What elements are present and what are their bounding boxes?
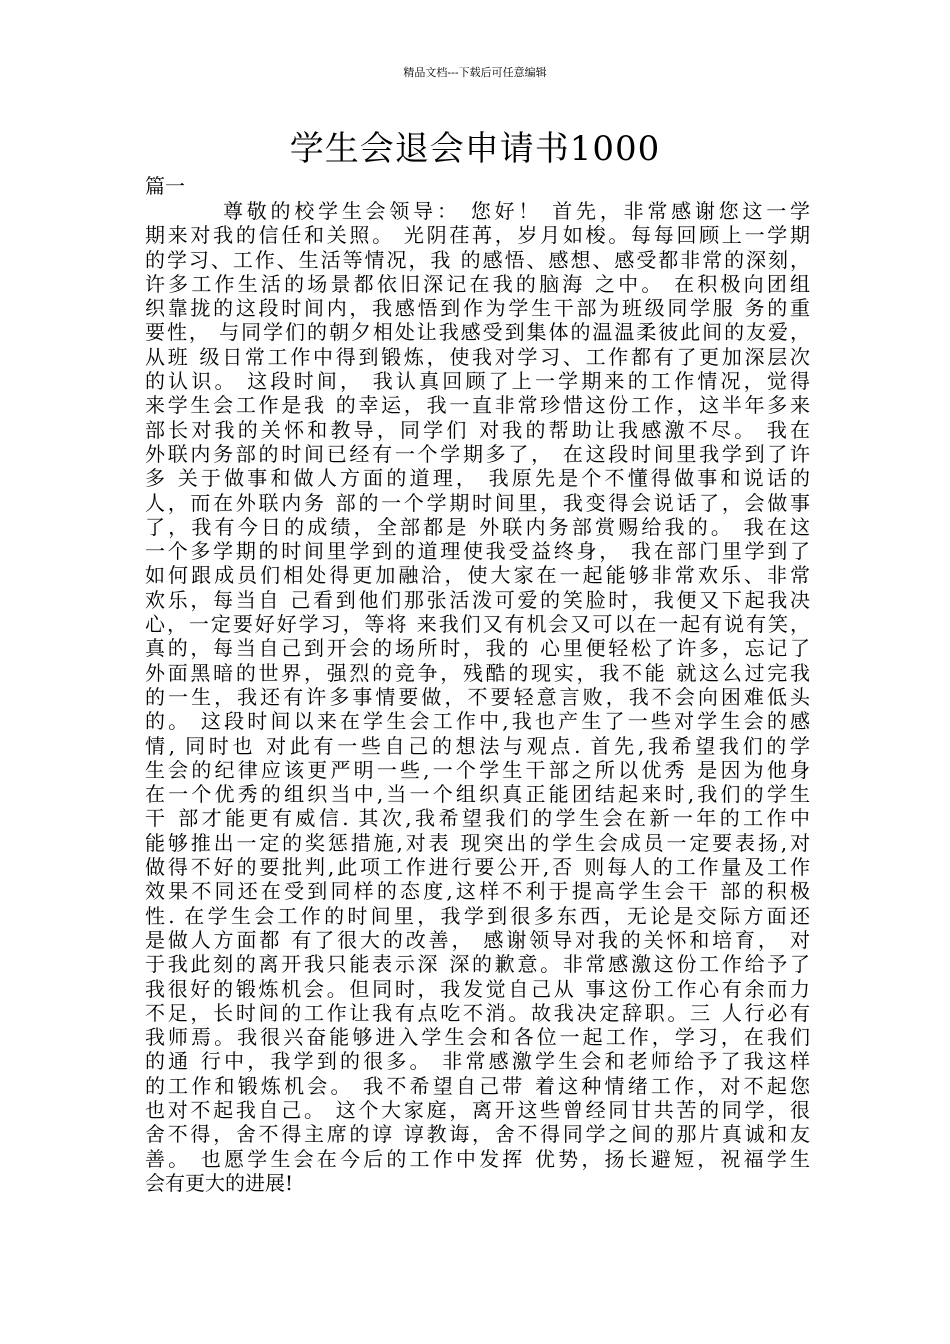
body-line: 一个多学期的时间里学到的道理使我受益终身， 我在部门里学到了 [145,539,810,564]
body-line: 也对不起我自己。 这个大家庭，离开这些曾经同甘共苦的同学，很 [145,1097,810,1122]
body-line: 外联内务部的时间已经有一个学期多了， 在这段时间里我学到了许 [145,441,810,466]
body-line: 我很好的锻炼机会。但同时，我发觉自己从 事这份工作心有余而力 [145,976,810,1001]
body-line: 舍不得，舍不得主席的谆 谆教诲，舍不得同学之间的那片真诚和友 [145,1122,810,1147]
body-line: 生会的纪律应该更严明一些,一个学生干部之所以优秀 是因为他身 [145,757,810,782]
body-line: 于我此刻的离开我只能表示深 深的歉意。非常感激这份工作给予了 [145,952,810,977]
body-line: 干 部才能更有威信. 其次,我希望我们的学生会在新一年的工作中 [145,806,810,831]
body-line: 人，而在外联内务 部的一个学期时间里，我变得会说话了，会做事 [145,490,810,515]
body-line: 织靠拢的这段时间内，我感悟到作为学生干部为班级同学服 务的重 [145,296,810,321]
body-line: 的通 行中，我学到的很多。 非常感激学生会和老师给予了我这样 [145,1049,810,1074]
section-heading: 篇一 [145,174,185,198]
body-line: 要性， 与同学们的朝夕相处让我感受到集体的温温柔彼此间的友爱， [145,320,810,345]
body-line: 是做人方面都 有了很大的改善， 感谢领导对我的关怀和培育， 对 [145,927,810,952]
body-line: 的一生，我还有许多事情要做，不要轻意言败，我不会向困难低头 [145,684,810,709]
body-line: 我师焉。我很兴奋能够进入学生会和各位一起工作，学习，在我们 [145,1025,810,1050]
document-title: 学生会退会申请书1000 [289,129,661,169]
body-line: 会有更大的进展! [145,1170,294,1195]
body-line: 不足，长时间的工作让我有点吃不消。故我决定辞职。三 人行必有 [145,1000,810,1025]
body-line: 许多工作生活的场景都依旧深记在我的脑海 之中。 在积极向团组 [145,271,810,296]
page-header: 精品文档---下载后可任意编辑 [403,66,547,79]
body-line: 多 关于做事和做人方面的道理， 我原先是个不懂得做事和说话的 [145,466,810,491]
body-line: 来学生会工作是我 的幸运，我一直非常珍惜这份工作，这半年多来 [145,393,810,418]
body-line: 了，我有今日的成绩，全部都是 外联内务部赏赐给我的。 我在这 [145,514,810,539]
body-line: 外面黑暗的世界，强烈的竞争，残酷的现实，我不能 就这么过完我 [145,660,810,685]
body-line: 期来对我的信任和关照。 光阴荏苒，岁月如梭。每每回顾上一学期 [145,223,810,248]
body-line: 的。 这段时间以来在学生会工作中,我也产生了一些对学生会的感 [145,709,810,734]
body-line: 情, 同时也 对此有一些自己的想法与观点. 首先,我希望我们的学 [145,733,810,758]
document-body [145,199,810,1195]
body-line: 性. 在学生会工作的时间里，我学到很多东西，无论是交际方面还 [145,903,810,928]
body-line: 尊敬的校学生会领导： 您好！ 首先，非常感谢您这一学 [223,199,810,223]
body-line: 真的，每当自己到开会的场所时，我的 心里便轻松了许多，忘记了 [145,636,810,661]
body-line: 做得不好的要批判,此项工作进行要公开,否 则每人的工作量及工作 [145,855,810,880]
body-line: 善。 也愿学生会在今后的工作中发挥 优势，扬长避短，祝福学生 [145,1146,810,1171]
body-line: 心，一定要好好学习，等将 来我们又有机会又可以在一起有说有笑， [145,612,810,637]
body-line: 从班 级日常工作中得到锻炼，使我对学习、工作都有了更加深层次 [145,344,810,369]
body-line: 的学习、工作、生活等情况，我 的感悟、感想、感受都非常的深刻， [145,247,810,272]
body-line: 的工作和锻炼机会。 我不希望自己带 着这种情绪工作，对不起您 [145,1073,810,1098]
body-line: 的认识。 这段时间， 我认真回顾了上一学期来的工作情况，觉得 [145,369,810,394]
body-line: 效果不同还在受到同样的态度,这样不利于提高学生会干 部的积极 [145,879,810,904]
body-line: 在一个优秀的组织当中,当一个组织真正能团结起来时,我们的学生 [145,782,810,807]
body-line: 如何跟成员们相处得更加融洽，使大家在一起能够非常欢乐、非常 [145,563,810,588]
body-line: 欢乐，每当自 己看到他们那张活泼可爱的笑脸时，我便又下起我决 [145,587,810,612]
body-line: 部长对我的关怀和教导，同学们 对我的帮助让我感激不尽。 我在 [145,417,810,442]
body-line: 能够推出一定的奖惩措施,对表 现突出的学生会成员一定要表扬,对 [145,830,810,855]
